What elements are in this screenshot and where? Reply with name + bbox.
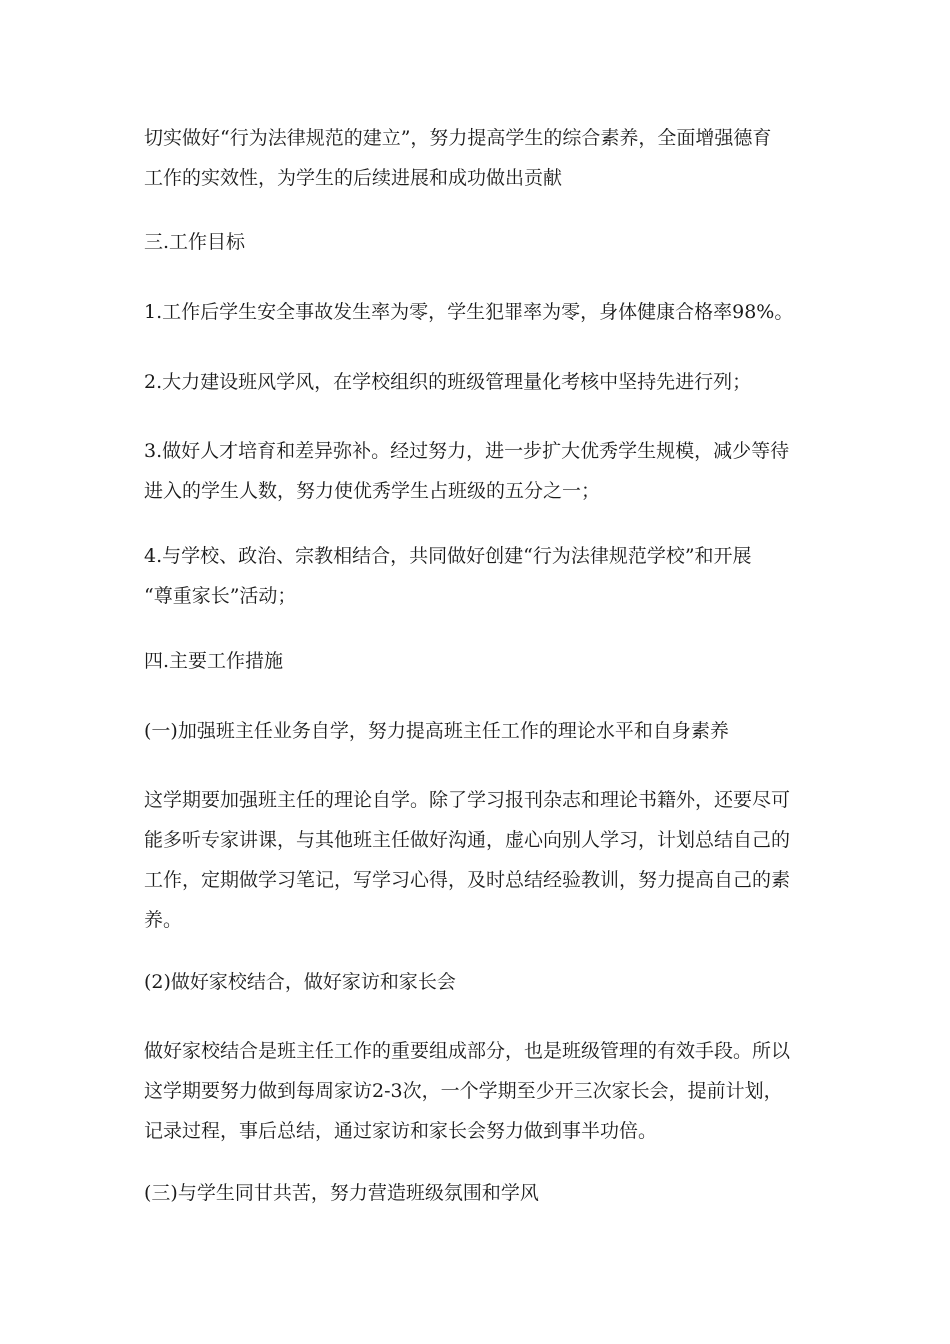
goal-4 (144, 536, 804, 616)
section-4-heading (144, 641, 804, 681)
goal-4-line-2: “尊重家长”活动； (144, 585, 297, 607)
measure-2-body (144, 1031, 804, 1151)
measure-2-line-3: 记录过程，事后总结，通过家访和家长会努力做到事半功倍。 (144, 1120, 658, 1142)
measure-1-line-1: 这学期要加强班主任的理论自学。除了学习报刊杂志和理论书籍外，还要尽可 (144, 789, 791, 811)
measure-1-heading (144, 711, 804, 751)
section-4-heading-text: 四.主要工作措施 (144, 650, 284, 672)
measure-3-heading-text: (三)与学生同甘共苦，努力营造班级氛围和学风 (144, 1182, 539, 1204)
goal-1-text: 1.工作后学生安全事故发生率为零，学生犯罪率为零，身体健康合格率98%。 (144, 301, 794, 323)
measure-1-line-4: 养。 (144, 909, 183, 931)
measure-2-heading (144, 962, 804, 1002)
goal-3 (144, 431, 804, 511)
measure-1-body (144, 780, 804, 940)
measure-2-line-2: 这学期要努力做到每周家访2-3次，一个学期至少开三次家长会，提前计划， (144, 1080, 783, 1102)
section-3-heading (144, 222, 804, 262)
measure-3-heading (144, 1173, 804, 1213)
measure-1-heading-text: (一)加强班主任业务自学，努力提高班主任工作的理论水平和自身素养 (144, 720, 729, 742)
goal-3-line-2: 进入的学生人数，努力使优秀学生占班级的五分之一； (144, 480, 601, 502)
goal-2-text: 2.大力建设班风学风，在学校组织的班级管理量化考核中坚持先进行列； (144, 371, 752, 393)
goal-1 (144, 292, 804, 332)
intro-line-2: 工作的实效性，为学生的后续进展和成功做出贡献 (144, 167, 563, 189)
intro-line-1: 切实做好“行为法律规范的建立”，努力提高学生的综合素养，全面增强德育 (144, 127, 772, 149)
section-3-heading-text: 三.工作目标 (144, 231, 246, 253)
measure-1-line-3: 工作，定期做学习笔记，写学习心得，及时总结经验教训，努力提高自己的素 (144, 869, 791, 891)
measure-2-line-1: 做好家校结合是班主任工作的重要组成部分，也是班级管理的有效手段。所以 (144, 1040, 791, 1062)
measure-1-line-2: 能多听专家讲课，与其他班主任做好沟通，虚心向别人学习，计划总结自己的 (144, 829, 791, 851)
measure-2-heading-text: (2)做好家校结合，做好家访和家长会 (144, 971, 456, 993)
intro-paragraph (144, 118, 804, 198)
goal-3-line-1: 3.做好人才培育和差异弥补。经过努力，进一步扩大优秀学生规模，减少等待 (144, 440, 790, 462)
goal-4-line-1: 4.与学校、政治、宗教相结合，共同做好创建“行为法律规范学校”和开展 (144, 545, 752, 567)
goal-2 (144, 362, 804, 402)
